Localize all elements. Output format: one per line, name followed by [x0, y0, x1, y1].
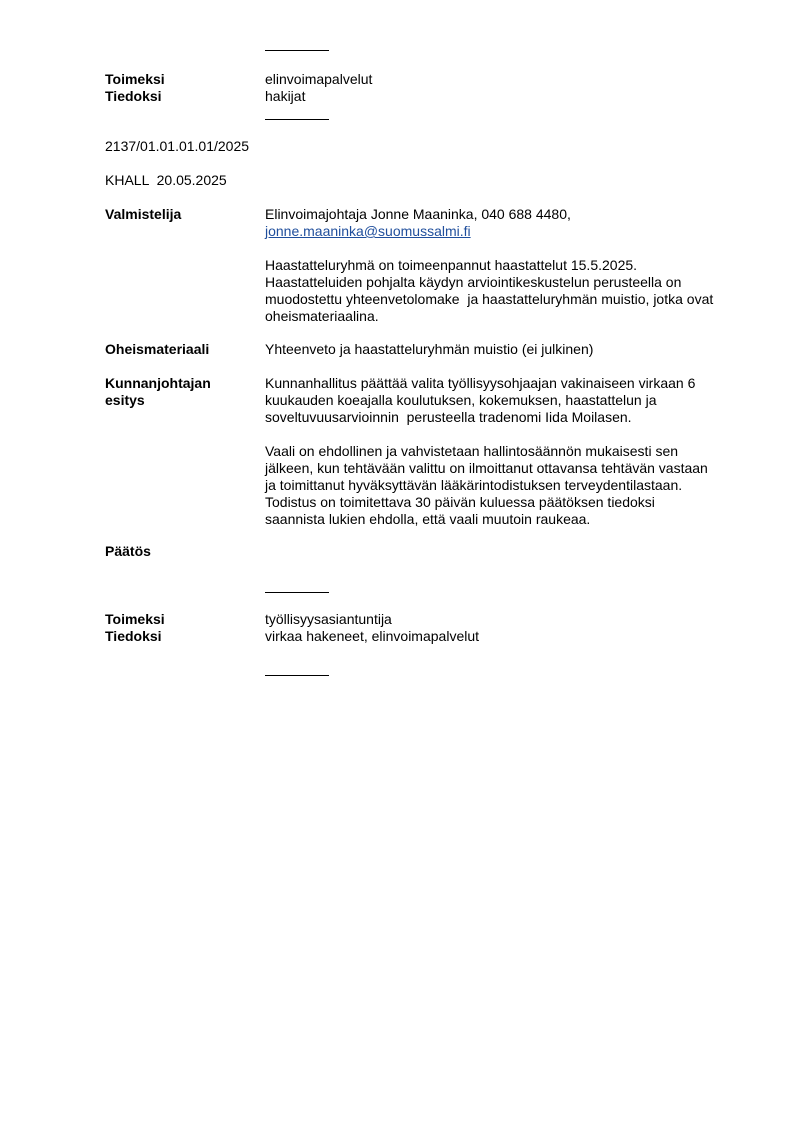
- toimeksi-value-top: elinvoimapalvelut: [265, 71, 373, 87]
- valmistelija-label: Valmistelija: [105, 206, 182, 222]
- esitys-block: [265, 375, 735, 528]
- case-number: 2137/01.01.01.01/2025: [105, 138, 250, 154]
- oheismateriaali-value: Yhteenveto ja haastatteluryhmän muistio (ei julkinen): [265, 341, 594, 357]
- esitys-paragraph-1: [265, 375, 735, 426]
- divider-top: [265, 50, 329, 51]
- esitys-line: Todistus on toimitettava 30 päivän kuluessa päätöksen tiedoksi: [265, 494, 655, 510]
- email-link[interactable]: jonne.maaninka@suomussalmi.fi: [265, 223, 471, 239]
- tiedoksi-value-bottom: virkaa hakeneet, elinvoimapalvelut: [265, 628, 480, 644]
- tiedoksi-label-bottom: Tiedoksi: [105, 628, 162, 644]
- toimeksi-label-top: Toimeksi: [105, 71, 165, 87]
- valmistelija-line: Elinvoimajohtaja Jonne Maaninka, 040 688 4480,: [265, 206, 571, 222]
- oheismateriaali-label: Oheismateriaali: [105, 341, 210, 357]
- valmistelija-paragraph-line: muodostettu yhteenvetolomake ja haastatteluryhmän muistio, jotka ovat: [265, 291, 714, 307]
- toimeksi-value-bottom: työllisyysasiantuntija: [265, 611, 392, 627]
- meeting-reference: KHALL 20.05.2025: [105, 172, 227, 188]
- valmistelija-paragraph: [265, 257, 735, 325]
- valmistelija-paragraph-line: oheismateriaalina.: [265, 308, 379, 324]
- esitys-label-line1: Kunnanjohtajan: [105, 375, 211, 391]
- tiedoksi-value-top: hakijat: [265, 88, 306, 104]
- esitys-line: kuukauden koeajalla koulutuksen, kokemuksen, haastattelun ja: [265, 392, 657, 408]
- valmistelija-paragraph-line: Haastatteluiden pohjalta käydyn arviointikeskustelun perusteella on: [265, 274, 682, 290]
- paatos-label: Päätös: [105, 543, 151, 559]
- esitys-line: soveltuvuusarvioinnin perusteella tradenomi Iida Moilasen.: [265, 409, 632, 425]
- esitys-label-line2: esitys: [105, 392, 145, 408]
- valmistelija-paragraph-line: Haastatteluryhmä on toimeenpannut haastattelut 15.5.2025.: [265, 257, 638, 273]
- esitys-line: ja toimittanut hyväksyttävän lääkärintodistuksen terveydentilastaan.: [265, 477, 683, 493]
- esitys-line: Vaali on ehdollinen ja vahvistetaan hallintosäännön mukaisesti sen: [265, 443, 679, 459]
- divider-2: [265, 119, 329, 120]
- esitys-line: Kunnanhallitus päättää valita työllisyysohjaajan vakinaiseen virkaan 6: [265, 375, 696, 391]
- esitys-line: jälkeen, kun tehtävään valittu on ilmoittanut ottavansa tehtävän vastaan: [265, 460, 708, 476]
- esitys-line: saannista lukien ehdolla, että vaali muutoin raukeaa.: [265, 511, 591, 527]
- valmistelija-block: [265, 206, 735, 325]
- toimeksi-label-bottom: Toimeksi: [105, 611, 165, 627]
- divider-bottom: [265, 675, 329, 676]
- esitys-label: [105, 375, 255, 409]
- tiedoksi-label-top: Tiedoksi: [105, 88, 162, 104]
- esitys-paragraph-2: [265, 443, 735, 528]
- divider-3: [265, 592, 329, 593]
